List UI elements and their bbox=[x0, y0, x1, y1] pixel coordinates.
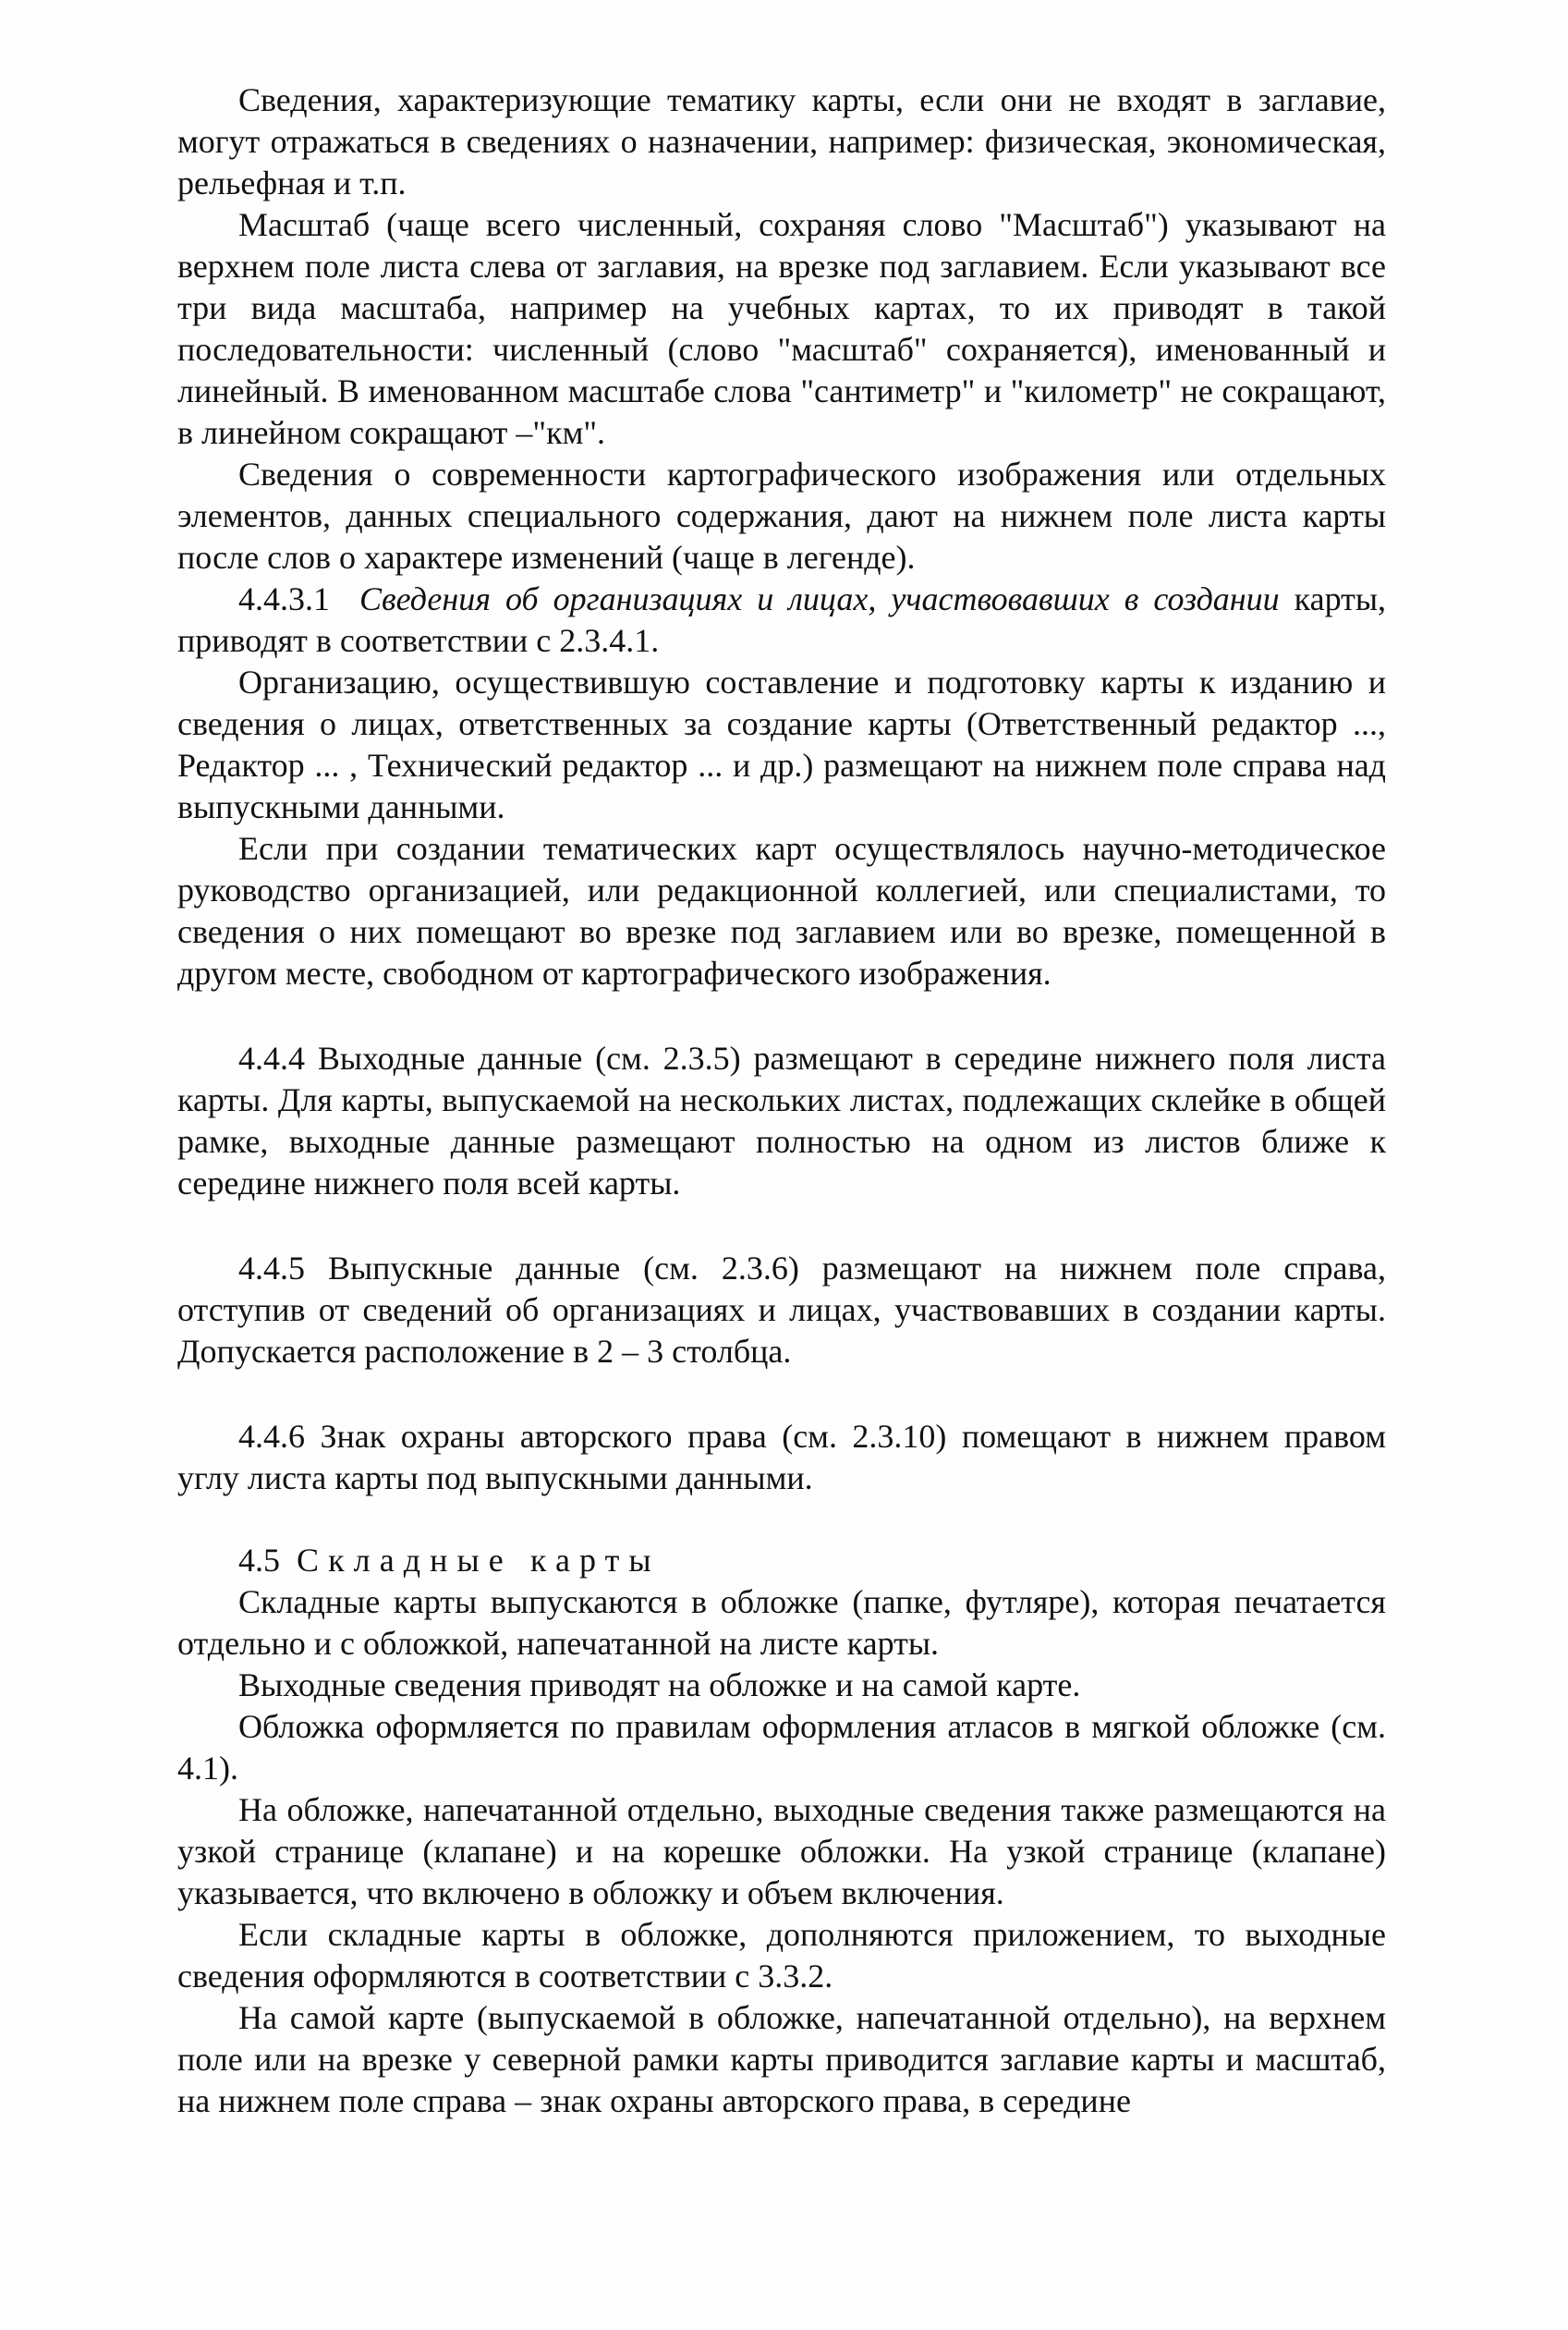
paragraph-separate-cover: На обложке, напечатанной отдельно, выходные сведения также размещаются на узкой странице (клапане) и на корешке обложки. На узкой странице (клапане) указывается, что включено в обложку и объем включения. bbox=[177, 1791, 1386, 1911]
paragraph-folded-maps: Складные карты выпускаются в обложке (папке, футляре), которая печатается отдельно и с обложкой, напечатанной на листе карты. bbox=[177, 1583, 1386, 1662]
section-heading-4-5 bbox=[177, 1540, 1386, 1581]
section-number: 4.4.3.1 bbox=[238, 580, 330, 617]
paragraph-organization: Организацию, осуществившую составление и подготовку карты к изданию и сведения о лицах, ответственных за создание карты (Ответственный редактор ..., Редактор ... , Технический редактор ... и др.) размещают на нижнем поле справа над выпускными данными. bbox=[177, 664, 1386, 825]
paragraph-4-4-4: 4.4.4 Выходные данные (см. 2.3.5) размещают в середине нижнего поля листа карты. Для карты, выпускаемой на нескольких листах, подлежащих склейке в общей рамке, выходные данные размещают полностью на одном из листов ближе к середине нижнего поля всей карты. bbox=[177, 1040, 1386, 1202]
paragraph-scientific-guidance: Если при создании тематических карт осуществлялось научно-методическое руководство организацией, или редакционной коллегией, или специалистами, то сведения о них помещают во врезке под заглавием или во врезке, помещенной в другом месте, свободном от картографического изображения. bbox=[177, 830, 1386, 992]
paragraph-thematic-info: Сведения, характеризующие тематику карты, если они не входят в заглавие, могут отражаться в сведениях о назначении, например: физическая, экономическая, рельефная и т.п. bbox=[177, 81, 1386, 201]
spacer bbox=[177, 1372, 1386, 1416]
heading-number: 4.5 bbox=[238, 1542, 280, 1579]
spacer bbox=[177, 1499, 1386, 1540]
paragraph-scale: Масштаб (чаще всего численный, сохраняя слово "Масштаб") указывают на верхнем поле листа слева от заглавия, на врезке под заглавием. Если указывают все три вида масштаба, например на учебных картах, то их приводят в такой последовательности: численный (слово "масштаб" сохраняется), именованный и линейный. В именованном масштабе слова "сантиметр" и "километр" не сокращают, в линейном сокращают –"км". bbox=[177, 206, 1386, 451]
paragraph-4-4-6: 4.4.6 Знак охраны авторского права (см. 2.3.10) помещают в нижнем правом углу листа карты под выпускными данными. bbox=[177, 1418, 1386, 1496]
paragraph-map-itself: На самой карте (выпускаемой в обложке, напечатанной отдельно), на верхнем поле или на врезке у северной рамки карты приводится заглавие карты и масштаб, на нижнем поле справа – знак охраны авторского права, в середине bbox=[177, 1999, 1386, 2119]
section-italic-lead: Сведения об организациях и лицах, участвовавших в создании bbox=[359, 580, 1280, 617]
paragraph-4-4-3-1 bbox=[177, 579, 1386, 662]
paragraph-appendix: Если складные карты в обложке, дополняются приложением, то выходные сведения оформляются в соответствии с 3.3.2. bbox=[177, 1916, 1386, 1995]
paragraph-4-4-5: 4.4.5 Выпускные данные (см. 2.3.6) размещают на нижнем поле справа, отступив от сведений об организациях и лицах, участвовавших в создании карты. Допускается расположение в 2 – 3 столбца. bbox=[177, 1250, 1386, 1370]
spacer bbox=[177, 994, 1386, 1038]
heading-title: Складные карты bbox=[297, 1542, 661, 1579]
section-rest: карты, приводят в соответствии с 2.3.4.1. bbox=[177, 580, 1387, 659]
paragraph-currency: Сведения о современности картографического изображения или отдельных элементов, данных специального содержания, дают на нижнем поле листа карты после слов о характере изменений (чаще в легенде). bbox=[177, 456, 1386, 576]
paragraph-imprint: Выходные сведения приводят на обложке и на самой карте. bbox=[238, 1666, 1081, 1703]
spacer bbox=[177, 1204, 1386, 1248]
paragraph-cover: Обложка оформляется по правилам оформления атласов в мягкой обложке (см. 4.1). bbox=[177, 1708, 1386, 1787]
document-body bbox=[177, 79, 1386, 2122]
